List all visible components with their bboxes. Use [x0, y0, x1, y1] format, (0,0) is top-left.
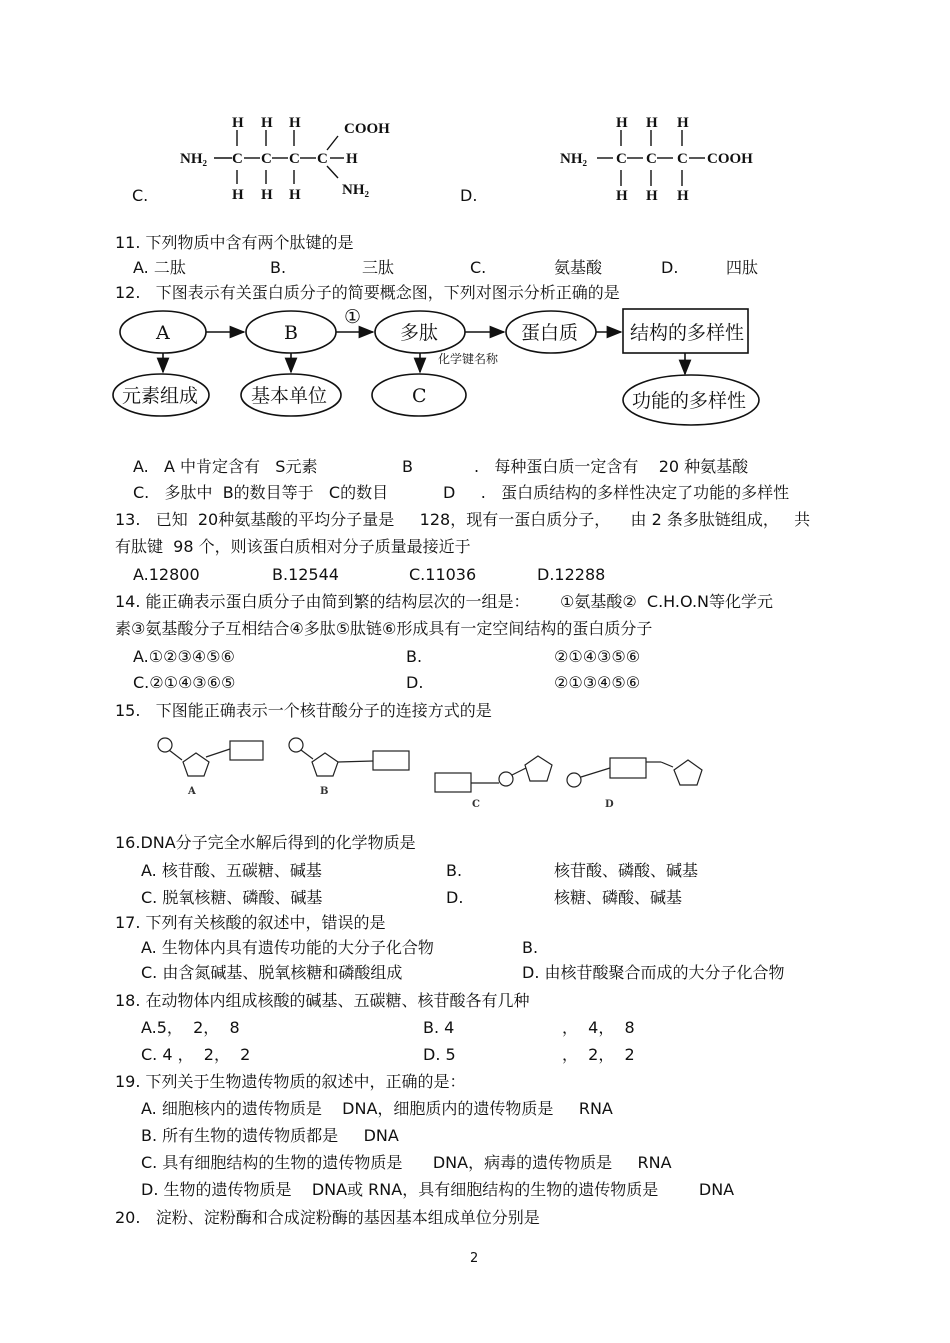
svg-text:蛋白质: 蛋白质	[521, 322, 579, 344]
svg-text:A: A	[188, 786, 196, 797]
svg-text:C: C	[646, 151, 657, 167]
q17-option-d: D. 由核苷酸聚合而成的大分子化合物	[522, 963, 785, 982]
svg-text:C: C	[412, 385, 427, 407]
structural-formula-d	[555, 108, 785, 208]
q11-option-c-text: 氨基酸	[554, 258, 603, 277]
q17-option-a: A. 生物体内具有遗传功能的大分子化合物	[141, 938, 434, 957]
option-b-sugar	[312, 753, 338, 776]
option-d-label: D.	[460, 186, 478, 205]
option-c-label: C.	[132, 186, 149, 205]
q12-stem: 12. 下图表示有关蛋白质分子的简要概念图，下列对图示分析正确的是	[115, 283, 620, 302]
q17-option-c: C. 由含氮碱基、脱氧核糖和磷酸组成	[141, 963, 403, 982]
option-c-sugar	[525, 756, 552, 781]
q14-stem-line2: 素③氨基酸分子互相结合④多肽⑤肽链⑥形成具有一定空间结构的蛋白质分子	[115, 619, 653, 638]
q17-stem: 17. 下列有关核酸的叙述中，错误的是	[115, 913, 386, 932]
option-c-phosphate	[499, 772, 513, 786]
q13-option-d: D.12288	[537, 565, 606, 584]
q16-option-b-letter: B.	[446, 861, 463, 880]
q11-option-d-text: 四肽	[726, 258, 759, 277]
svg-text:COOH: COOH	[344, 121, 390, 137]
page-number: 2	[470, 1251, 479, 1266]
q11-stem: 11. 下列物质中含有两个肽键的是	[115, 233, 354, 252]
q14-stem-line1: 14. 能正确表示蛋白质分子由简到繁的结构层次的一组是： ①氨基酸② C.H.O.N等化学元	[115, 592, 774, 611]
q11-option-b-letter: B.	[270, 258, 287, 277]
q19-option-d: D. 生物的遗传物质是 DNA或 RNA，具有细胞结构的生物的遗传物质是 DNA	[141, 1180, 735, 1199]
q14-option-b-text: ②①④③⑤⑥	[554, 647, 641, 666]
svg-text:C: C	[472, 799, 480, 810]
structural-formula-c	[172, 108, 412, 208]
option-b-phosphate	[289, 738, 303, 752]
svg-text:H: H	[616, 115, 628, 131]
q18-option-c: C. 4 ， 2， 2	[141, 1045, 251, 1064]
q12-option-a: A. A 中肯定含有 S元素	[133, 457, 318, 476]
q13-stem-line1: 13. 已知 20种氨基酸的平均分子量是 128，现有一蛋白质分子， 由 2 条多肽链组成， 共	[115, 510, 811, 529]
q19-option-c: C. 具有细胞结构的生物的遗传物质是 DNA，病毒的遗传物质是 RNA	[141, 1153, 672, 1172]
svg-text:B: B	[320, 786, 329, 797]
svg-text:H: H	[289, 187, 301, 203]
svg-text:H: H	[616, 188, 628, 204]
q14-option-d-text: ②①③④⑤⑥	[554, 673, 641, 692]
svg-text:元素组成: 元素组成	[122, 385, 199, 407]
svg-text:H: H	[346, 151, 358, 167]
q14-option-c: C.②①④③⑥⑤	[133, 673, 236, 692]
svg-text:C: C	[232, 151, 243, 167]
q11-option-d-letter: D.	[661, 258, 679, 277]
svg-text:A: A	[156, 322, 170, 344]
svg-text:C: C	[289, 151, 300, 167]
q13-stem-line2: 有肽键 98 个，则该蛋白质相对分子质量最接近于	[115, 537, 471, 556]
q12-option-b: B . 每种蛋白质一定含有 20 种氨基酸	[402, 457, 749, 476]
svg-text:H: H	[232, 115, 244, 131]
svg-text:NH₂: NH₂	[342, 182, 369, 198]
option-b-base	[373, 751, 409, 770]
q16-option-a: A. 核苷酸、五碳糖、碱基	[141, 861, 322, 880]
svg-text:COOH: COOH	[707, 151, 753, 167]
svg-text:NH₂: NH₂	[180, 151, 207, 167]
q18-option-d-rest: ， 2， 2	[562, 1045, 635, 1064]
q13-option-a: A.12800	[133, 565, 200, 584]
svg-text:功能的多样性: 功能的多样性	[632, 390, 747, 412]
svg-text:H: H	[646, 115, 658, 131]
q18-option-a: A.5， 2， 8	[141, 1018, 240, 1037]
svg-text:多肽: 多肽	[400, 322, 439, 344]
q13-option-b: B.12544	[272, 565, 339, 584]
svg-text:H: H	[646, 188, 658, 204]
q16-stem: 16.DNA分子完全水解后得到的化学物质是	[115, 833, 416, 852]
q14-option-b-letter: B.	[406, 647, 423, 666]
svg-text:H: H	[677, 188, 689, 204]
q14-option-a: A.①②③④⑤⑥	[133, 647, 235, 666]
svg-text:基本单位: 基本单位	[251, 385, 328, 407]
q16-option-d-text: 核糖、磷酸、碱基	[554, 888, 683, 907]
q19-option-a: A. 细胞核内的遗传物质是 DNA，细胞质内的遗传物质是 RNA	[141, 1099, 613, 1118]
svg-text:NH₂: NH₂	[560, 151, 587, 167]
svg-text:H: H	[232, 187, 244, 203]
option-a-sugar	[183, 753, 209, 776]
q18-option-b: B. 4	[423, 1018, 455, 1037]
q18-option-b-rest: ， 4， 8	[562, 1018, 635, 1037]
q16-option-c: C. 脱氧核糖、磷酸、碱基	[141, 888, 323, 907]
svg-text:C: C	[616, 151, 627, 167]
option-c-base	[435, 773, 471, 792]
q14-option-d-letter: D.	[406, 673, 424, 692]
q12-option-c: C. 多肽中 B的数目等于 C的数目	[133, 483, 389, 502]
q11-option-b-text: 三肽	[362, 258, 395, 277]
q19-option-b: B. 所有生物的遗传物质都是 DNA	[141, 1126, 399, 1145]
svg-text:C: C	[261, 151, 272, 167]
svg-text:B: B	[284, 322, 298, 344]
q12-option-d: D . 蛋白质结构的多样性决定了功能的多样性	[443, 483, 790, 502]
svg-text:①: ①	[344, 306, 362, 328]
q18-option-d: D. 5	[423, 1045, 456, 1064]
svg-text:D: D	[605, 799, 614, 810]
option-a-base	[230, 741, 263, 760]
q16-option-d-letter: D.	[446, 888, 464, 907]
q15-stem: 15. 下图能正确表示一个核苷酸分子的连接方式的是	[115, 701, 492, 720]
q11-option-c-letter: C.	[470, 258, 487, 277]
q18-stem: 18. 在动物体内组成核酸的碱基、五碳糖、核苷酸各有几种	[115, 991, 530, 1010]
svg-text:H: H	[261, 187, 273, 203]
svg-text:C: C	[317, 151, 328, 167]
svg-text:H: H	[289, 115, 301, 131]
nucleotide-options-diagram	[145, 730, 720, 815]
svg-text:C: C	[677, 151, 688, 167]
svg-text:结构的多样性: 结构的多样性	[630, 322, 745, 344]
q11-option-a: A. 二肽	[133, 258, 186, 277]
protein-concept-map	[108, 300, 778, 435]
svg-text:H: H	[261, 115, 273, 131]
q13-option-c: C.11036	[409, 565, 477, 584]
q17-option-b: B.	[522, 938, 539, 957]
svg-text:H: H	[677, 115, 689, 131]
option-d-sugar	[674, 760, 702, 785]
q16-option-b-text: 核苷酸、磷酸、碱基	[554, 861, 699, 880]
svg-text:化学键名称: 化学键名称	[438, 352, 499, 366]
q19-stem: 19. 下列关于生物遗传物质的叙述中，正确的是：	[115, 1072, 466, 1091]
option-d-base	[610, 758, 646, 778]
option-a-phosphate	[158, 738, 172, 752]
q20-stem: 20. 淀粉、淀粉酶和合成淀粉酶的基因基本组成单位分别是	[115, 1208, 540, 1227]
option-d-phosphate	[567, 773, 581, 787]
